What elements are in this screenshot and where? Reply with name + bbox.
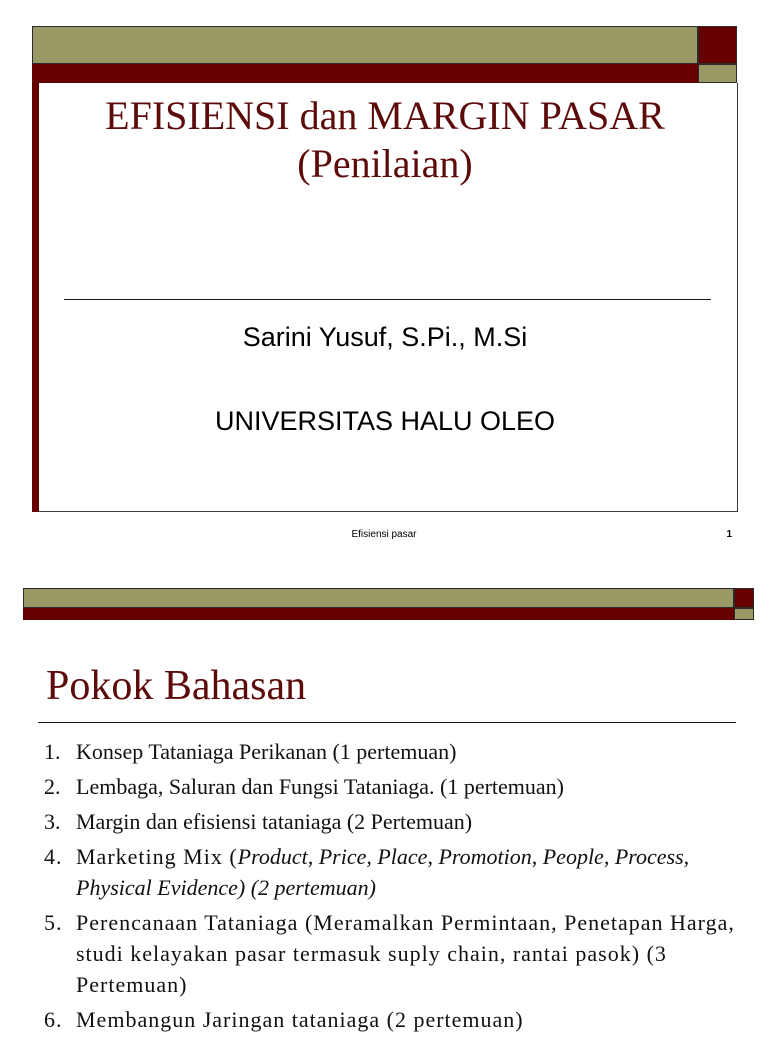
slide-title-line1: EFISIENSI dan MARGIN PASAR bbox=[105, 93, 665, 138]
list-item-number: 5. bbox=[44, 910, 63, 935]
list-item-number: 6. bbox=[44, 1007, 63, 1032]
list-item bbox=[44, 806, 744, 837]
header-olive-square bbox=[734, 608, 754, 620]
header-olive-bar bbox=[32, 26, 698, 64]
header-olive-square bbox=[698, 64, 737, 83]
list-item-italic-text: Product, Price, Place, Promotion, People, Process, Physical Evidence) (2 pertemuan) bbox=[76, 844, 690, 900]
slide-title: Pokok Bahasan bbox=[46, 663, 307, 709]
author-name: Sarini Yusuf, S.Pi., M.Si bbox=[242, 322, 528, 352]
list-item bbox=[44, 771, 744, 802]
list-item-text: Perencanaan Tataniaga (Meramalkan Permintaan, Penetapan Harga, studi kelayakan pasar termasuk suply chain, rantai pasok) (3 Pertemuan) bbox=[76, 910, 735, 997]
slide-title-line2: (Penilaian) bbox=[297, 141, 473, 186]
slide-title bbox=[40, 92, 730, 188]
list-item-number: 1. bbox=[44, 739, 61, 764]
slide-left-bar bbox=[32, 83, 39, 512]
list-item bbox=[44, 907, 744, 1000]
list-item bbox=[44, 1004, 744, 1035]
list-item-text: Membangun Jaringan tataniaga (2 pertemuan) bbox=[76, 1007, 524, 1032]
list-item-text: Marketing Mix ( bbox=[76, 844, 238, 869]
slide-footer: Efisiensi pasar bbox=[351, 529, 417, 540]
list-item-text: Lembaga, Saluran dan Fungsi Tataniaga. (1 pertemuan) bbox=[76, 774, 565, 799]
title-divider bbox=[64, 299, 711, 300]
university-name: UNIVERSITAS HALU OLEO bbox=[214, 406, 556, 436]
page-number: 1 bbox=[726, 529, 732, 540]
header-olive-bar bbox=[23, 588, 734, 608]
header-maroon-square bbox=[734, 588, 754, 608]
list-item-text: Margin dan efisiensi tataniaga (2 Pertemuan) bbox=[76, 809, 473, 834]
list-item bbox=[44, 736, 744, 767]
header-maroon-bar bbox=[23, 608, 734, 620]
header-maroon-bar bbox=[32, 64, 698, 83]
list-item-number: 3. bbox=[44, 809, 61, 834]
header-maroon-square bbox=[698, 26, 737, 64]
topic-list bbox=[44, 736, 744, 1039]
list-item-number: 4. bbox=[44, 844, 63, 869]
title-divider bbox=[38, 722, 736, 723]
list-item-text: Konsep Tataniaga Perikanan (1 pertemuan) bbox=[76, 739, 457, 764]
list-item-number: 2. bbox=[44, 774, 61, 799]
list-item bbox=[44, 841, 744, 903]
